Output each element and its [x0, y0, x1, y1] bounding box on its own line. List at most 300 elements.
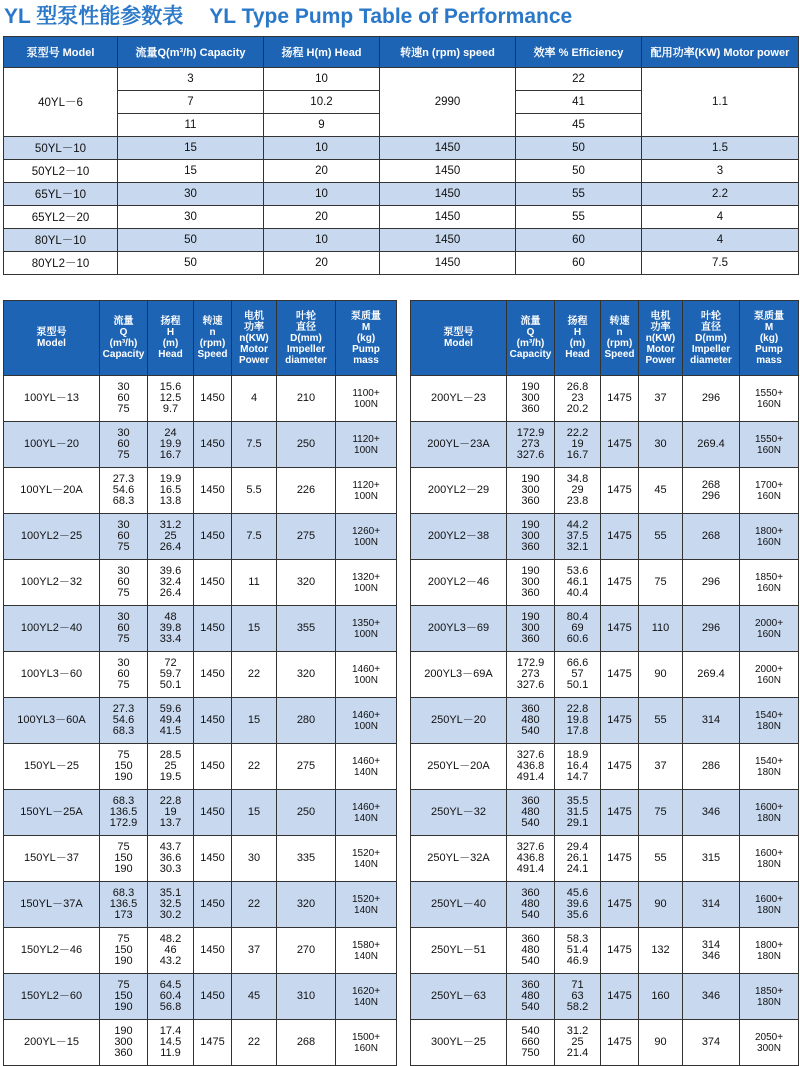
cell-head: 17.4 14.5 11.9	[148, 1020, 194, 1066]
cell-impeller-diameter: 314	[683, 698, 740, 744]
cell-speed: 1475	[601, 974, 639, 1020]
cell-capacity: 172.9 273 327.6	[507, 422, 555, 468]
table-row	[4, 376, 397, 422]
cell-pump-mass: 1600+ 180N	[740, 882, 799, 928]
cell-head: 10	[264, 137, 380, 160]
cell-head: 39.6 32.4 26.4	[148, 560, 194, 606]
cell-model: 150YL－37A	[4, 882, 100, 928]
cell-model: 150YL－25A	[4, 790, 100, 836]
table-row	[4, 137, 799, 160]
cell-capacity: 3	[118, 68, 264, 91]
cell-head: 58.3 51.4 46.9	[555, 928, 601, 974]
cell-pump-mass: 1700+ 160N	[740, 468, 799, 514]
col-header-capacity: 流量 Q (m³/h) Capacity	[507, 301, 555, 376]
cell-impeller-diameter: 250	[277, 790, 336, 836]
table-row	[411, 606, 799, 652]
cell-capacity: 75 150 190	[100, 974, 148, 1020]
cell-model: 100YL3－60	[4, 652, 100, 698]
page-title	[4, 2, 800, 32]
cell-model: 100YL－13	[4, 376, 100, 422]
cell-efficiency: 60	[516, 252, 642, 275]
cell-speed: 1450	[380, 137, 516, 160]
cell-head: 20	[264, 252, 380, 275]
cell-head: 22.8 19.8 17.8	[555, 698, 601, 744]
cell-impeller-diameter: 296	[683, 376, 740, 422]
cell-model: 200YL3－69A	[411, 652, 507, 698]
cell-speed: 1450	[194, 606, 232, 652]
cell-capacity: 327.6 436.8 491.4	[507, 744, 555, 790]
cell-head: 20	[264, 206, 380, 229]
cell-model: 250YL－51	[411, 928, 507, 974]
cell-model: 300YL－25	[411, 1020, 507, 1066]
cell-speed: 1450	[194, 376, 232, 422]
table-row	[4, 68, 799, 91]
cell-capacity: 11	[118, 114, 264, 137]
cell-capacity: 75 150 190	[100, 928, 148, 974]
cell-capacity: 190 300 360	[507, 606, 555, 652]
cell-speed: 1475	[601, 1020, 639, 1066]
cell-model: 250YL－63	[411, 974, 507, 1020]
col-header-capacity: 流量 Q (m³/h) Capacity	[100, 301, 148, 376]
cell-motor-power: 22	[232, 652, 277, 698]
col-header-capacity: 流量Q(m³/h) Capacity	[118, 37, 264, 68]
cell-capacity: 30 60 75	[100, 606, 148, 652]
table-row	[4, 836, 397, 882]
cell-head: 44.2 37.5 32.1	[555, 514, 601, 560]
cell-motor-power: 132	[639, 928, 683, 974]
cell-head: 72 59.7 50.1	[148, 652, 194, 698]
cell-pump-mass: 1620+ 140N	[336, 974, 397, 1020]
cell-capacity: 75 150 190	[100, 836, 148, 882]
table-row	[4, 560, 397, 606]
cell-head: 15.6 12.5 9.7	[148, 376, 194, 422]
table-row	[411, 882, 799, 928]
table-row	[4, 252, 799, 275]
col-header-model: 泵型号 Model	[4, 37, 118, 68]
performance-table-small	[3, 36, 799, 275]
cell-head: 64.5 60.4 56.8	[148, 974, 194, 1020]
cell-head: 34.8 29 23.8	[555, 468, 601, 514]
cell-head: 10.2	[264, 91, 380, 114]
cell-impeller-diameter: 268	[683, 514, 740, 560]
cell-head: 26.8 23 20.2	[555, 376, 601, 422]
cell-model: 250YL－20A	[411, 744, 507, 790]
cell-motor-power: 4	[642, 206, 799, 229]
cell-model: 50YL2－10	[4, 160, 118, 183]
cell-impeller-diameter: 355	[277, 606, 336, 652]
cell-motor-power: 2.2	[642, 183, 799, 206]
col-header-pump-mass: 泵质量 M (kg) Pump mass	[740, 301, 799, 376]
cell-motor-power: 22	[232, 882, 277, 928]
cell-motor-power: 45	[232, 974, 277, 1020]
cell-speed: 1450	[194, 698, 232, 744]
cell-model: 100YL2－32	[4, 560, 100, 606]
cell-capacity: 68.3 136.5 172.9	[100, 790, 148, 836]
table-row	[4, 652, 397, 698]
cell-model: 200YL－15	[4, 1020, 100, 1066]
cell-impeller-diameter: 296	[683, 606, 740, 652]
table-row	[411, 744, 799, 790]
cell-speed: 1475	[601, 928, 639, 974]
cell-capacity: 30	[118, 206, 264, 229]
cell-efficiency: 22	[516, 68, 642, 91]
cell-model: 100YL2－40	[4, 606, 100, 652]
table-row	[4, 206, 799, 229]
cell-capacity: 30 60 75	[100, 376, 148, 422]
cell-pump-mass: 1800+ 180N	[740, 928, 799, 974]
cell-impeller-diameter: 275	[277, 744, 336, 790]
col-header-model: 泵型号 Model	[411, 301, 507, 376]
cell-capacity: 190 300 360	[100, 1020, 148, 1066]
cell-motor-power: 37	[232, 928, 277, 974]
table-row	[4, 698, 397, 744]
cell-pump-mass: 1120+ 100N	[336, 468, 397, 514]
cell-capacity: 360 480 540	[507, 928, 555, 974]
cell-impeller-diameter: 346	[683, 974, 740, 1020]
table-row	[4, 514, 397, 560]
cell-speed: 1475	[601, 652, 639, 698]
table-row	[4, 229, 799, 252]
cell-speed: 1475	[601, 376, 639, 422]
cell-pump-mass: 1540+ 180N	[740, 698, 799, 744]
cell-impeller-diameter: 269.4	[683, 422, 740, 468]
cell-model: 50YL－10	[4, 137, 118, 160]
cell-speed: 1450	[194, 560, 232, 606]
cell-head: 19.9 16.5 13.8	[148, 468, 194, 514]
cell-head: 31.2 25 26.4	[148, 514, 194, 560]
cell-impeller-diameter: 346	[683, 790, 740, 836]
cell-speed: 1450	[380, 252, 516, 275]
cell-head: 28.5 25 19.5	[148, 744, 194, 790]
cell-model: 100YL－20	[4, 422, 100, 468]
cell-speed: 1450	[380, 160, 516, 183]
cell-speed: 1475	[601, 744, 639, 790]
table-row	[4, 468, 397, 514]
cell-motor-power: 7.5	[232, 422, 277, 468]
cell-motor-power: 11	[232, 560, 277, 606]
cell-capacity: 30 60 75	[100, 514, 148, 560]
cell-speed: 1450	[194, 790, 232, 836]
cell-model: 200YL－23A	[411, 422, 507, 468]
col-header-model: 泵型号 Model	[4, 301, 100, 376]
cell-head: 20	[264, 160, 380, 183]
cell-model: 250YL－20	[411, 698, 507, 744]
col-header-motor-power: 电机 功率 n(KW) Motor Power	[232, 301, 277, 376]
cell-motor-power: 45	[639, 468, 683, 514]
cell-capacity: 7	[118, 91, 264, 114]
cell-capacity: 190 300 360	[507, 514, 555, 560]
cell-speed: 1475	[194, 1020, 232, 1066]
cell-model: 200YL2－38	[411, 514, 507, 560]
cell-motor-power: 75	[639, 790, 683, 836]
table-row	[411, 514, 799, 560]
table-row	[411, 560, 799, 606]
cell-head: 29.4 26.1 24.1	[555, 836, 601, 882]
cell-motor-power: 90	[639, 1020, 683, 1066]
cell-motor-power: 110	[639, 606, 683, 652]
cell-capacity: 50	[118, 252, 264, 275]
cell-head: 22.8 19 13.7	[148, 790, 194, 836]
cell-speed: 1450	[194, 836, 232, 882]
cell-speed: 1475	[601, 836, 639, 882]
title-en: YL Type Pump Table of Performance	[209, 5, 573, 28]
cell-pump-mass: 1850+ 160N	[740, 560, 799, 606]
cell-capacity: 30 60 75	[100, 422, 148, 468]
table-row	[411, 376, 799, 422]
cell-speed: 1475	[601, 422, 639, 468]
cell-impeller-diameter: 270	[277, 928, 336, 974]
table-row	[411, 698, 799, 744]
col-header-pump-mass: 泵质量 M (kg) Pump mass	[336, 301, 397, 376]
cell-impeller-diameter: 269.4	[683, 652, 740, 698]
cell-pump-mass: 2000+ 160N	[740, 652, 799, 698]
table-row	[411, 928, 799, 974]
cell-impeller-diameter: 335	[277, 836, 336, 882]
cell-head: 35.1 32.5 30.2	[148, 882, 194, 928]
cell-capacity: 68.3 136.5 173	[100, 882, 148, 928]
col-header-motor-power: 电机 功率 n(KW) Motor Power	[639, 301, 683, 376]
col-header-head: 扬程 H(m) Head	[264, 37, 380, 68]
cell-pump-mass: 1500+ 160N	[336, 1020, 397, 1066]
cell-speed: 1475	[601, 468, 639, 514]
cell-pump-mass: 1460+ 100N	[336, 698, 397, 744]
cell-head: 18.9 16.4 14.7	[555, 744, 601, 790]
cell-efficiency: 50	[516, 160, 642, 183]
cell-head: 24 19.9 16.7	[148, 422, 194, 468]
cell-head: 53.6 46.1 40.4	[555, 560, 601, 606]
cell-motor-power: 15	[232, 606, 277, 652]
cell-pump-mass: 1550+ 160N	[740, 422, 799, 468]
col-header-head: 扬程 H (m) Head	[555, 301, 601, 376]
cell-motor-power: 5.5	[232, 468, 277, 514]
cell-capacity: 360 480 540	[507, 790, 555, 836]
cell-model: 65YL2－20	[4, 206, 118, 229]
cell-motor-power: 90	[639, 882, 683, 928]
cell-capacity: 15	[118, 160, 264, 183]
col-header-speed: 转速 n (rpm) Speed	[601, 301, 639, 376]
cell-impeller-diameter: 250	[277, 422, 336, 468]
table-row	[411, 1020, 799, 1066]
col-header-impeller-diameter: 叶轮 直径 D(mm) Impeller diameter	[683, 301, 740, 376]
table-row	[4, 606, 397, 652]
cell-pump-mass: 1600+ 180N	[740, 790, 799, 836]
col-header-speed: 转速n (rpm) speed	[380, 37, 516, 68]
cell-speed: 1450	[194, 514, 232, 560]
cell-model: 100YL2－25	[4, 514, 100, 560]
cell-capacity: 50	[118, 229, 264, 252]
table-row	[411, 836, 799, 882]
cell-model: 80YL－10	[4, 229, 118, 252]
performance-table-left	[3, 300, 397, 1066]
cell-pump-mass: 1580+ 140N	[336, 928, 397, 974]
cell-pump-mass: 1600+ 180N	[740, 836, 799, 882]
cell-pump-mass: 1800+ 160N	[740, 514, 799, 560]
title-cn: YL 型泵性能参数表	[4, 5, 184, 28]
cell-capacity: 27.3 54.6 68.3	[100, 698, 148, 744]
table-row	[4, 422, 397, 468]
col-header-efficiency: 效率 % Efficiency	[516, 37, 642, 68]
cell-impeller-diameter: 374	[683, 1020, 740, 1066]
cell-speed: 1450	[194, 928, 232, 974]
cell-pump-mass: 1460+ 140N	[336, 744, 397, 790]
cell-motor-power: 15	[232, 790, 277, 836]
cell-motor-power: 4	[642, 229, 799, 252]
cell-speed: 1450	[380, 206, 516, 229]
table-row	[411, 790, 799, 836]
cell-motor-power: 30	[232, 836, 277, 882]
cell-speed: 1475	[601, 790, 639, 836]
cell-impeller-diameter: 314 346	[683, 928, 740, 974]
cell-motor-power: 37	[639, 744, 683, 790]
cell-impeller-diameter: 314	[683, 882, 740, 928]
cell-model: 80YL2－10	[4, 252, 118, 275]
cell-capacity: 360 480 540	[507, 882, 555, 928]
cell-model: 200YL2－29	[411, 468, 507, 514]
table-row	[4, 790, 397, 836]
cell-head: 35.5 31.5 29.1	[555, 790, 601, 836]
cell-model: 150YL2－46	[4, 928, 100, 974]
cell-model: 200YL2－46	[411, 560, 507, 606]
col-header-head: 扬程 H (m) Head	[148, 301, 194, 376]
cell-model: 150YL－25	[4, 744, 100, 790]
cell-model: 150YL2－60	[4, 974, 100, 1020]
cell-capacity: 30 60 75	[100, 652, 148, 698]
cell-impeller-diameter: 210	[277, 376, 336, 422]
cell-capacity: 190 300 360	[507, 468, 555, 514]
cell-motor-power: 1.1	[642, 68, 799, 137]
cell-efficiency: 45	[516, 114, 642, 137]
cell-pump-mass: 1100+ 100N	[336, 376, 397, 422]
cell-speed: 1475	[601, 514, 639, 560]
cell-impeller-diameter: 320	[277, 652, 336, 698]
cell-motor-power: 22	[232, 1020, 277, 1066]
cell-impeller-diameter: 226	[277, 468, 336, 514]
cell-pump-mass: 2000+ 160N	[740, 606, 799, 652]
cell-capacity: 172.9 273 327.6	[507, 652, 555, 698]
cell-head: 66.6 57 50.1	[555, 652, 601, 698]
cell-motor-power: 1.5	[642, 137, 799, 160]
col-header-impeller-diameter: 叶轮 直径 D(mm) Impeller diameter	[277, 301, 336, 376]
cell-motor-power: 15	[232, 698, 277, 744]
cell-model: 250YL－40	[411, 882, 507, 928]
cell-motor-power: 7.5	[232, 514, 277, 560]
cell-motor-power: 22	[232, 744, 277, 790]
cell-impeller-diameter: 275	[277, 514, 336, 560]
cell-capacity: 75 150 190	[100, 744, 148, 790]
table-row	[411, 468, 799, 514]
cell-impeller-diameter: 315	[683, 836, 740, 882]
cell-model: 200YL3－69	[411, 606, 507, 652]
table-row	[4, 974, 397, 1020]
cell-motor-power: 7.5	[642, 252, 799, 275]
cell-speed: 1475	[601, 606, 639, 652]
cell-impeller-diameter: 310	[277, 974, 336, 1020]
cell-efficiency: 41	[516, 91, 642, 114]
cell-head: 45.6 39.6 35.6	[555, 882, 601, 928]
cell-head: 71 63 58.2	[555, 974, 601, 1020]
cell-head: 22.2 19 16.7	[555, 422, 601, 468]
cell-head: 31.2 25 21.4	[555, 1020, 601, 1066]
cell-motor-power: 3	[642, 160, 799, 183]
cell-model: 250YL－32	[411, 790, 507, 836]
table-row	[4, 1020, 397, 1066]
cell-speed: 1450	[194, 652, 232, 698]
cell-pump-mass: 2050+ 300N	[740, 1020, 799, 1066]
cell-pump-mass: 1350+ 100N	[336, 606, 397, 652]
cell-pump-mass: 1850+ 180N	[740, 974, 799, 1020]
cell-motor-power: 4	[232, 376, 277, 422]
cell-model: 65YL－10	[4, 183, 118, 206]
cell-impeller-diameter: 268	[277, 1020, 336, 1066]
cell-motor-power: 90	[639, 652, 683, 698]
cell-pump-mass: 1260+ 100N	[336, 514, 397, 560]
table-row	[4, 744, 397, 790]
cell-motor-power: 30	[639, 422, 683, 468]
table-row	[4, 183, 799, 206]
table-row	[411, 652, 799, 698]
cell-head: 48.2 46 43.2	[148, 928, 194, 974]
cell-pump-mass: 1460+ 100N	[336, 652, 397, 698]
cell-speed: 1450	[194, 882, 232, 928]
col-header-speed: 转速 n (rpm) Speed	[194, 301, 232, 376]
cell-impeller-diameter: 296	[683, 560, 740, 606]
cell-pump-mass: 1540+ 180N	[740, 744, 799, 790]
cell-capacity: 27.3 54.6 68.3	[100, 468, 148, 514]
cell-capacity: 30	[118, 183, 264, 206]
cell-head: 48 39.8 33.4	[148, 606, 194, 652]
cell-impeller-diameter: 268 296	[683, 468, 740, 514]
cell-head: 80.4 69 60.6	[555, 606, 601, 652]
cell-speed: 1450	[380, 183, 516, 206]
cell-head: 9	[264, 114, 380, 137]
cell-efficiency: 55	[516, 206, 642, 229]
cell-model: 200YL－23	[411, 376, 507, 422]
cell-head: 10	[264, 68, 380, 91]
cell-impeller-diameter: 320	[277, 882, 336, 928]
table-row	[411, 974, 799, 1020]
cell-impeller-diameter: 320	[277, 560, 336, 606]
col-header-motor-power: 配用功率(KW) Motor power	[642, 37, 799, 68]
cell-pump-mass: 1120+ 100N	[336, 422, 397, 468]
cell-model: 250YL－32A	[411, 836, 507, 882]
cell-pump-mass: 1520+ 140N	[336, 882, 397, 928]
cell-efficiency: 60	[516, 229, 642, 252]
cell-head: 43.7 36.6 30.3	[148, 836, 194, 882]
cell-head: 10	[264, 183, 380, 206]
cell-speed: 1475	[601, 882, 639, 928]
cell-efficiency: 55	[516, 183, 642, 206]
cell-capacity: 190 300 360	[507, 560, 555, 606]
cell-model: 100YL3－60A	[4, 698, 100, 744]
cell-speed: 1450	[194, 974, 232, 1020]
performance-table-right	[410, 300, 799, 1066]
cell-capacity: 540 660 750	[507, 1020, 555, 1066]
cell-pump-mass: 1550+ 160N	[740, 376, 799, 422]
cell-capacity: 360 480 540	[507, 974, 555, 1020]
cell-speed: 1450	[194, 468, 232, 514]
cell-pump-mass: 1460+ 140N	[336, 790, 397, 836]
table-row	[4, 882, 397, 928]
cell-speed: 1450	[380, 229, 516, 252]
cell-speed: 1450	[194, 422, 232, 468]
table-row	[4, 928, 397, 974]
cell-head: 10	[264, 229, 380, 252]
cell-pump-mass: 1320+ 100N	[336, 560, 397, 606]
cell-motor-power: 160	[639, 974, 683, 1020]
table-row	[411, 422, 799, 468]
cell-capacity: 15	[118, 137, 264, 160]
cell-speed: 1475	[601, 698, 639, 744]
